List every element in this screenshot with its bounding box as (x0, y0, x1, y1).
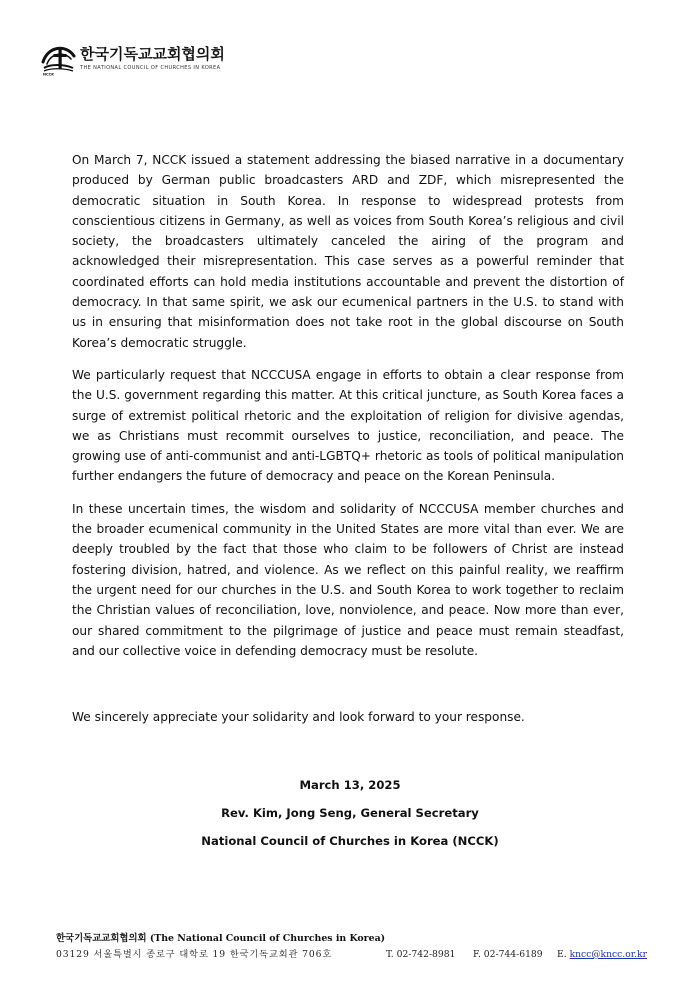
signer-name: Rev. Kim, Jong Seng, General Secretary (221, 806, 479, 820)
footer-email (557, 948, 647, 962)
footer-email-prefix: E. (557, 949, 567, 960)
org-name-english: THE NATIONAL COUNCIL OF CHURCHES IN KOREA (80, 65, 221, 71)
paragraph-2: We particularly request that NCCCUSA engage in efforts to obtain a clear response from the U.S. government regarding this matter. At this critical juncture, as South Korea faces a surge of extremist political rhetoric and the exploitation of religion for divisive agendas, we as Christians must recommit ourselves to justice, reconciliation, and peace. The growing use of anti-communist and anti-LGBTQ+ rhetoric as tools of political manipulation further endangers the future of democracy and peace on the Korean Peninsula. (72, 367, 624, 484)
closing-sentence: We sincerely appreciate your solidarity and look forward to your response. (72, 710, 525, 724)
ncck-cross-logo-icon (40, 42, 76, 76)
paragraph-1: On March 7, NCCK issued a statement addressing the biased narrative in a documentary produced by German public broadcasters ARD and ZDF, which misrepresented the democratic situation in South Korea. In response to widespread protests from conscientious citizens in Germany, as well as voices from South Korea’s religious and civil society, the broadcasters ultimately canceled the airing of the program and acknowledged their misrepresentation. This case serves as a powerful reminder that coordinated efforts can hold media institutions accountable and prevent the distortion of democracy. In that same spirit, we ask our ecumenical partners in the U.S. to stand with us in ensuring that misinformation does not take root in the global discourse on South Korea’s democratic struggle. (72, 153, 624, 350)
letterhead (40, 42, 225, 76)
org-name-korean: 한국기독교교회협의회 (80, 45, 225, 63)
email-link[interactable]: kncc@kncc.or.kr (569, 949, 648, 960)
paragraph-3: In these uncertain times, the wisdom and solidarity of NCCCUSA member churches and the broader ecumenical community in the United States are more vital than ever. We are deeply troubled by the fact that those who claim to be followers of Christ are instead fostering division, hatred, and violence. As we reflect on this painful reality, we reaffirm the urgent need for our churches in the U.S. and South Korea to work together to reclaim the Christian values of reconciliation, love, nonviolence, and peace. Now more than ever, our shared commitment to the pilgrimage of justice and peace must remain steadfast, and our collective voice in defending democracy must be resolute. (72, 501, 624, 658)
letter-footer (56, 932, 656, 962)
footer-address: 03129 서울특별시 종로구 대학로 19 한국기독교회관 706호 (56, 949, 333, 960)
footer-fax: F. 02-744-6189 (473, 949, 543, 960)
logo-caption: NCCK (43, 72, 55, 76)
signature-block (0, 771, 700, 855)
footer-org-name: 한국기독교교회협의회 (The National Council of Churches in Korea) (56, 933, 386, 944)
letter-body (72, 150, 624, 673)
footer-phone: T. 02-742-8981 (386, 949, 456, 960)
letter-date: March 13, 2025 (299, 778, 401, 792)
signer-organization: National Council of Churches in Korea (NCCK) (201, 834, 499, 848)
